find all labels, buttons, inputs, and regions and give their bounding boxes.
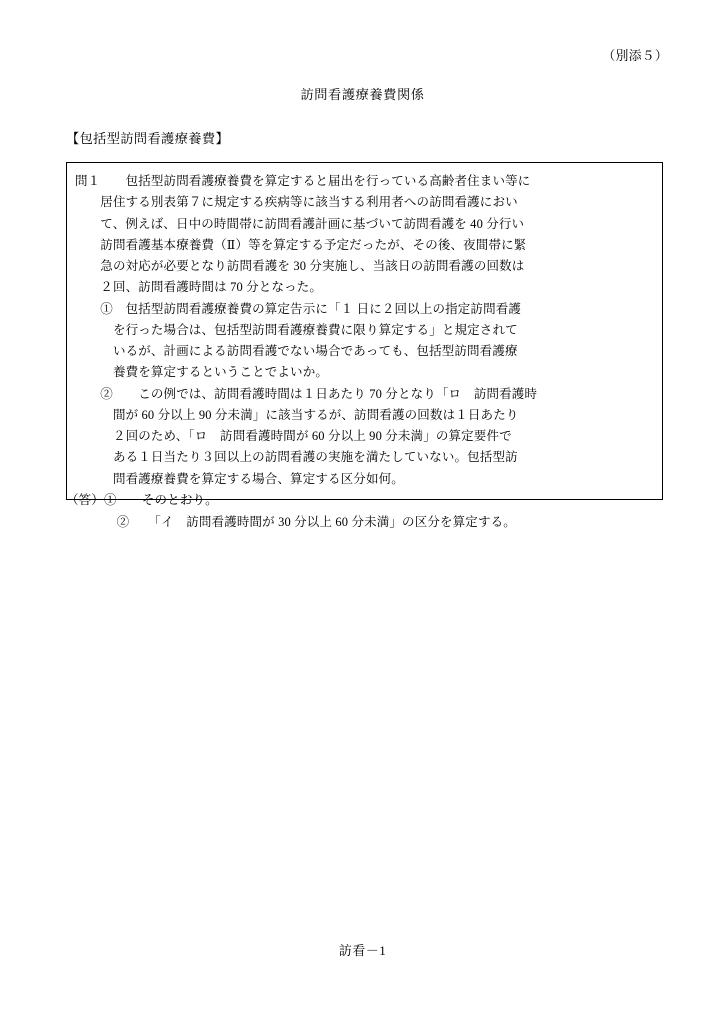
- question-line: 問看護療養費を算定する場合、算定する区分如何。: [75, 471, 404, 486]
- question-line: 急の対応が必要となり訪問看護を 30 分実施し、当該日の訪問看護の回数は: [75, 259, 525, 273]
- answer-line: ② 「イ 訪問看護時間が 30 分以上 60 分未満」の区分を算定する。: [66, 514, 516, 529]
- answer-block: [66, 490, 666, 533]
- answer-line: （答）① そのとおり。: [66, 493, 218, 507]
- section-heading: 【包括型訪問看護療養費】: [66, 131, 230, 146]
- attachment-label: （別添５）: [602, 49, 668, 63]
- question-line: ２回のため、「ロ 訪問看護時間が 60 分以上 90 分未満」の算定要件で: [75, 429, 512, 443]
- question-box: [66, 162, 663, 500]
- question-line: を行った場合は、包括型訪問看護療養費に限り算定する」と規定されて: [75, 322, 518, 337]
- question-line: 居住する別表第７に規定する疾病等に該当する利用者への訪問看護におい: [75, 195, 518, 210]
- question-line: て、例えば、日中の時間帯に訪問看護計画に基づいて訪問看護を 40 分行い: [75, 216, 525, 231]
- question-line: 問１ 包括型訪問看護療養費を算定すると届出を行っている高齢者住まい等に: [75, 174, 531, 188]
- question-line: ② この例では、訪問看護時間は１日あたり 70 分となり「ロ 訪問看護時: [75, 386, 538, 401]
- question-line: いるが、計画による訪問看護でない場合であっても、包括型訪問看護療: [75, 344, 518, 358]
- page-footer: 訪看－1: [338, 943, 387, 958]
- question-line: 間が 60 分以上 90 分未満」に該当するが、訪問看護の回数は１日あたり: [75, 407, 519, 422]
- question-line: 訪問看護基本療養費（Ⅱ）等を算定する予定だったが、その後、夜間帯に緊: [75, 237, 527, 252]
- question-line: ２回、訪問看護時間は 70 分となった。: [75, 280, 323, 295]
- question-line: 養費を算定するということでよいか。: [75, 365, 329, 380]
- question-line: ① 包括型訪問看護療養費の算定告示に「１ 日に２回以上の指定訪問看護: [75, 301, 522, 316]
- page-title: 訪問看護療養費関係: [300, 87, 425, 102]
- question-line: ある１日当たり３回以上の訪問看護の実施を満たしていない。包括型訪: [75, 450, 518, 465]
